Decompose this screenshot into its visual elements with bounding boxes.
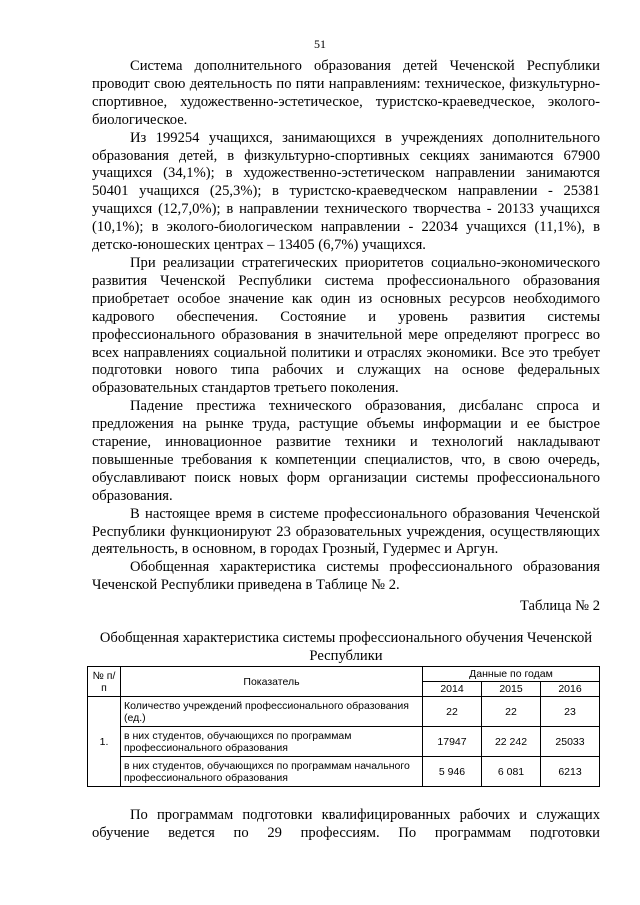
row-value: 23: [541, 697, 600, 727]
paragraph-4: Падение престижа технического образования, дисбаланс спроса и предложения на рынке труда, растущие объемы информации и ее быстрое старение, инновационное развитие техники и технологий накладывают повышенные требования к компетенции специалистов, что, в свою очередь, обуславливают поиск новых форм организации системы профессионального образования.: [92, 398, 600, 504]
table-title: Обобщенная характеристика системы профессионального обучения Чеченской Республики: [99, 630, 593, 664]
table-label: Таблица № 2: [520, 598, 600, 614]
row-value: 25033: [541, 727, 600, 757]
body-text: [92, 58, 600, 595]
table-row: [88, 757, 600, 787]
header-num: № п/п: [88, 667, 121, 697]
paragraph-2: Из 199254 учащихся, занимающихся в учреждениях дополнительного образования детей, в физкультурно-спортивных секциях занимаются 67900 учащихся (34,1%); в художественно-эстетическом направлении занимаются 50401 учащихся (25,3%); в туристско-краеведческом направлении - 25381 учащихся (12,7,0%); в направлении технического творчества - 20133 учащихся (10,1%); в эколого-биологическом направлении - 22034 учащихся (11,1%), в детско-юношеских центрах – 13405 (6,7%) учащихся.: [92, 129, 600, 254]
row-indicator: в них студентов, обучающихся по программам начального профессионального образования: [121, 757, 423, 787]
header-indicator: Показатель: [121, 667, 423, 697]
row-value: 5 946: [423, 757, 482, 787]
header-year: 2016: [541, 682, 600, 697]
data-table: [87, 666, 600, 787]
header-data-by-years: Данные по годам: [423, 667, 600, 682]
table-header-row: [88, 667, 600, 682]
row-value: 22: [423, 697, 482, 727]
page-number: 51: [314, 37, 326, 51]
row-num: 1.: [88, 697, 121, 787]
paragraph-tail: По программам подготовки квалифицированных рабочих и служащих обучение ведется по 29 профессиям. По программам подготовки: [92, 807, 600, 841]
row-value: 6 081: [482, 757, 541, 787]
paragraph-3: При реализации стратегических приоритетов социально-экономического развития Чеченской Республики система профессионального образования приобретает особое значение как один из основных ресурсов необходимого кадрового обеспечения. Состояние и уровень развития системы профессионального образования в значительной мере определяют прогресс во всех направлениях социальной политики и отраслях экономики. Все это требует подготовки нового типа рабочих и служащих на основе федеральных образовательных стандартов третьего поколения.: [92, 254, 600, 397]
paragraph-1: Система дополнительного образования детей Чеченской Республики проводит свою деятельность по пяти направлениям: техническое, физкультурно-спортивное, художественно-эстетическое, туристско-краеведческое, эколого-биологическое.: [92, 58, 600, 128]
row-indicator: Количество учреждений профессионального образования (ед.): [121, 697, 423, 727]
header-year: 2015: [482, 682, 541, 697]
row-indicator: в них студентов, обучающихся по программам профессионального образования: [121, 727, 423, 757]
header-year: 2014: [423, 682, 482, 697]
tail-text: [92, 806, 600, 842]
row-value: 17947: [423, 727, 482, 757]
table-row: [88, 727, 600, 757]
table-row: [88, 697, 600, 727]
row-value: 22: [482, 697, 541, 727]
paragraph-5: В настоящее время в системе профессионального образования Чеченской Республики функционируют 23 образовательных учреждения, осуществляющих деятельность, в основном, в городах Грозный, Гудермес и Аргун.: [92, 505, 600, 558]
paragraph-6: Обобщенная характеристика системы профессионального образования Чеченской Республики приведена в Таблице № 2.: [92, 559, 600, 594]
row-value: 22 242: [482, 727, 541, 757]
row-value: 6213: [541, 757, 600, 787]
